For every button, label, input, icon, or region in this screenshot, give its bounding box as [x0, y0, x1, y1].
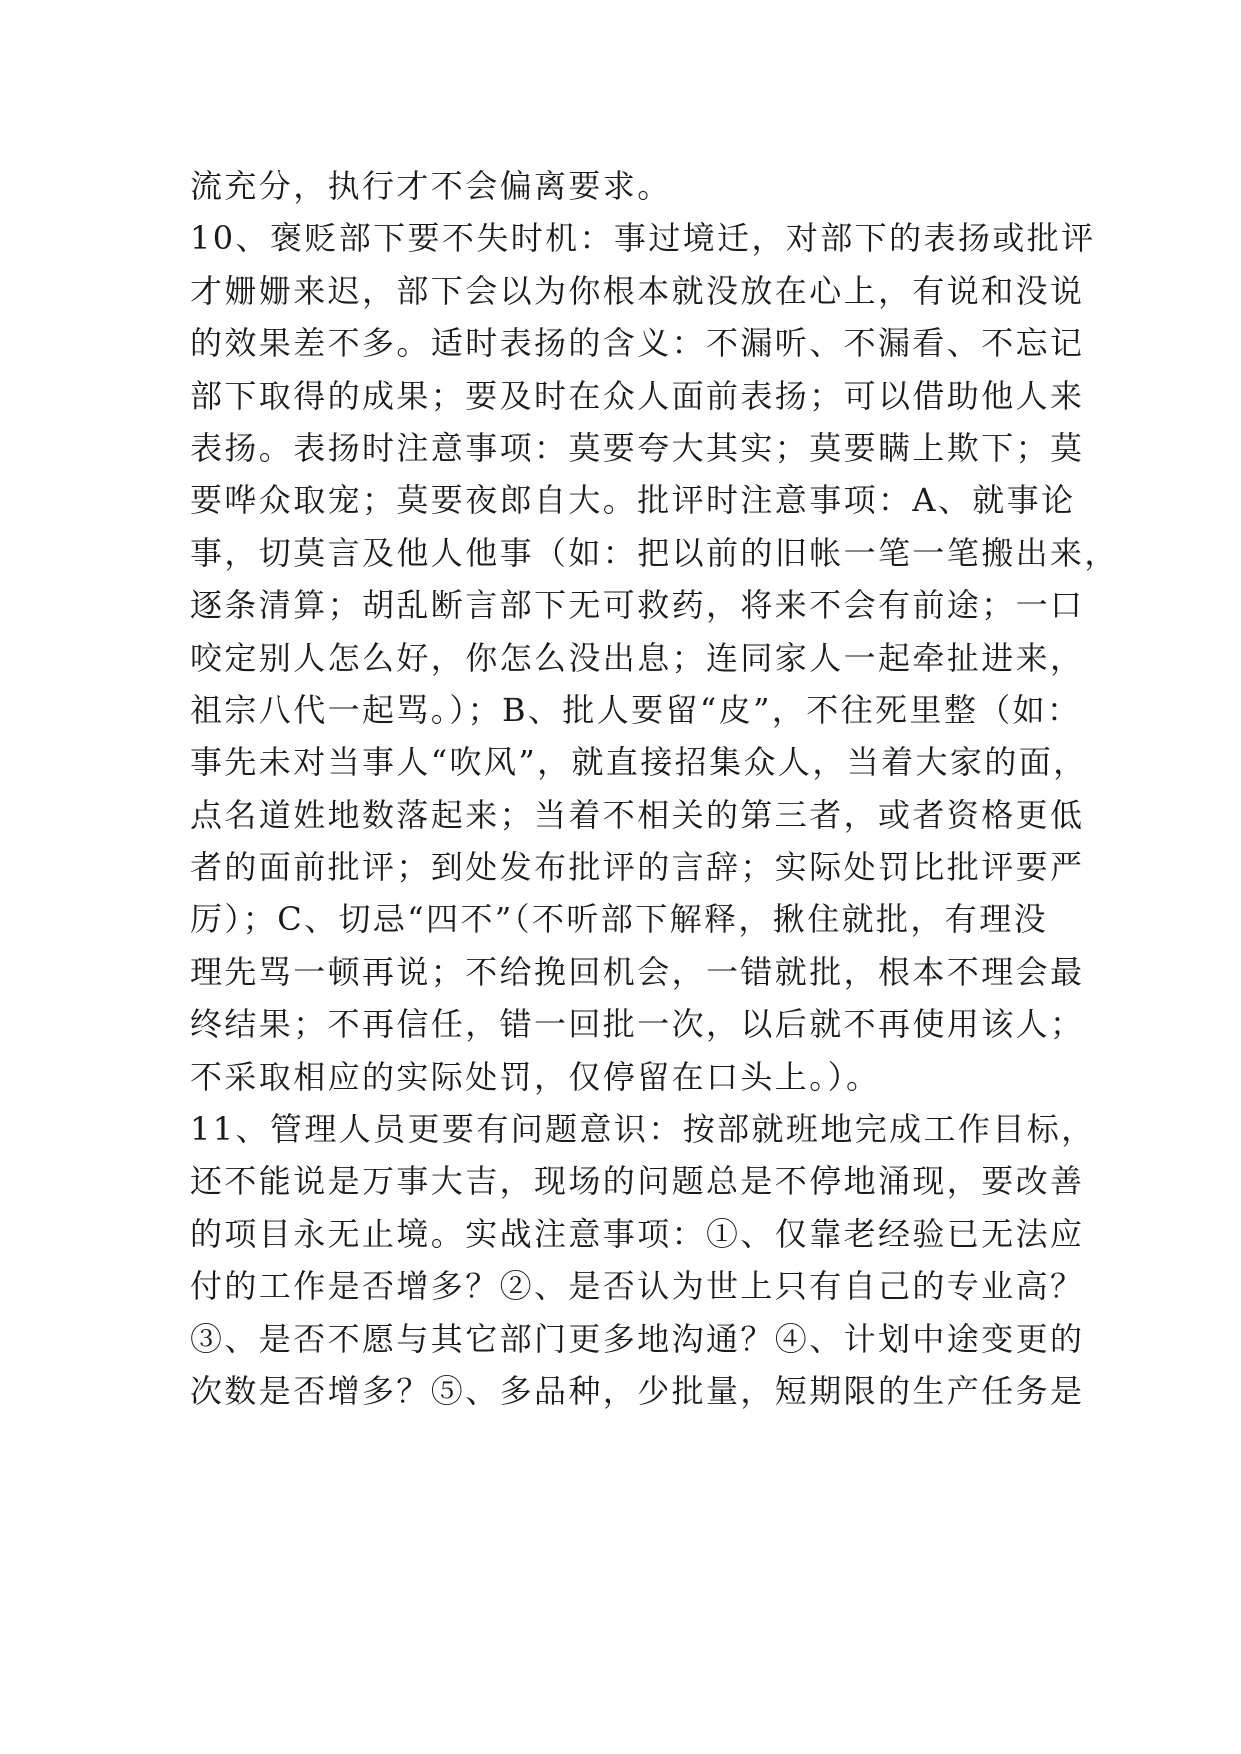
text-line: 理先骂一顿再说；不给挽回机会，一错就批，根本不理会最: [190, 952, 1085, 991]
text-line: 要哗众取宠；莫要夜郎自大。批评时注意事项：A、就事论: [190, 481, 1076, 520]
text-line: 者的面前批评；到处发布批评的言辞；实际处罚比批评要严: [190, 848, 1085, 887]
text-line: 事先未对当事人“吹风”，就直接招集众人，当着大家的面，: [190, 743, 1088, 782]
text-line: 的效果差不多。适时表扬的含义：不漏听、不漏看、不忘记: [190, 324, 1085, 363]
text-line: 事，切莫言及他人他事（如：把以前的旧帐一笔一笔搬出来，: [190, 533, 1119, 572]
text-line: 还不能说是万事大吉，现场的问题总是不停地涌现，要改善: [190, 1162, 1085, 1201]
text-line: 11、管理人员更要有问题意识：按部就班地完成工作目标，: [190, 1110, 1096, 1149]
text-line: 付的工作是否增多？②、是否认为世上只有自己的专业高？: [190, 1267, 1085, 1306]
text-line: 表扬。表扬时注意事项：莫要夸大其实；莫要瞒上欺下；莫: [190, 428, 1085, 467]
text-line: 厉）；C、切忌“四不”（不听部下解释，揪住就批，有理没: [190, 900, 1049, 939]
text-line: 才姗姗来迟，部下会以为你根本就没放在心上，有说和没说: [190, 271, 1085, 310]
text-line: 咬定别人怎么好，你怎么没出息；连同家人一起牵扯进来，: [190, 638, 1085, 677]
text-line: 的项目永无止境。实战注意事项：①、仅靠老经验已无法应: [190, 1214, 1085, 1253]
text-line: 终结果；不再信任，错一回批一次，以后就不再使用该人；: [190, 1005, 1085, 1044]
text-line: 10、褒贬部下要不失时机：事过境迁，对部下的表扬或批评: [190, 219, 1096, 258]
text-line: 部下取得的成果；要及时在众人面前表扬；可以借助他人来: [190, 376, 1085, 415]
text-line: 流充分，执行才不会偏离要求。: [190, 167, 672, 205]
text-line: ③、是否不愿与其它部门更多地沟通？④、计划中途变更的: [190, 1319, 1085, 1358]
text-line: 次数是否增多？⑤、多品种，少批量，短期限的生产任务是: [190, 1371, 1085, 1410]
body-text: [190, 160, 1119, 1417]
text-line: 祖宗八代一起骂。）；B、批人要留“皮”，不往死里整（如：: [190, 690, 1082, 729]
text-line: 逐条清算；胡乱断言部下无可救药，将来不会有前途；一口: [190, 586, 1085, 625]
text-line: 点名道姓地数落起来；当着不相关的第三者，或者资格更低: [190, 795, 1085, 834]
text-line: 不采取相应的实际处罚，仅停留在口头上。）。: [190, 1057, 881, 1096]
